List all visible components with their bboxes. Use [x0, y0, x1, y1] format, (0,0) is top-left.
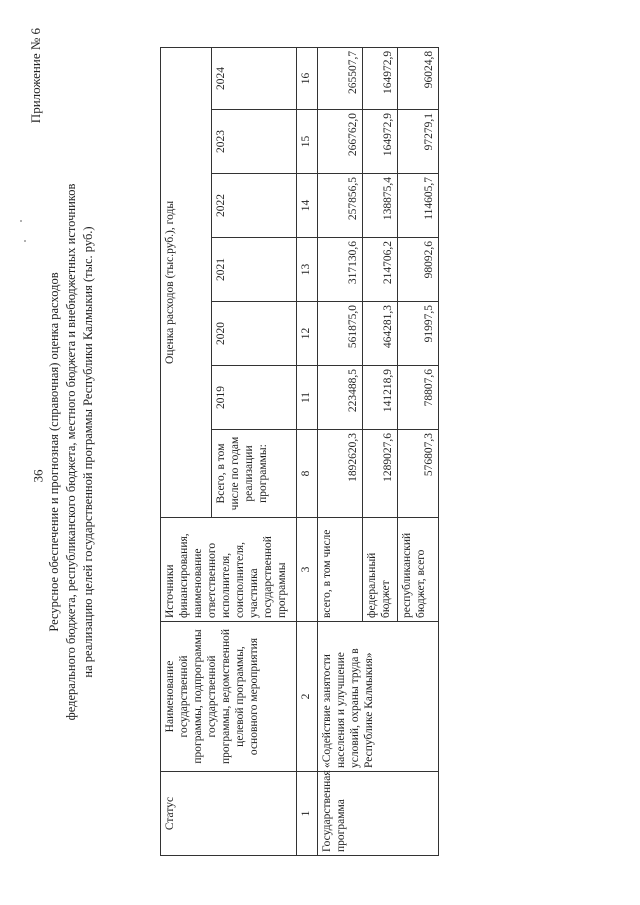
appendix-label: Приложение № 6 [28, 28, 43, 124]
header-year-2021: 2021 [212, 238, 297, 302]
row-source: республиканский бюджет, всего [398, 518, 439, 622]
row-value: 96024,8 [398, 47, 439, 109]
title-line-1: Ресурсное обеспечение и прогнозная (справочная) оценка расходов [47, 272, 61, 632]
row-value: 164972,9 [363, 47, 398, 109]
rotated-page-content [20, 12, 620, 892]
row-value: 265507,7 [318, 47, 363, 109]
header-year-2020: 2020 [212, 302, 297, 366]
row-value: 214706,2 [363, 238, 398, 302]
index-cell: 2 [297, 622, 318, 772]
header-status: Статус [161, 772, 297, 856]
column-index-row [297, 47, 318, 855]
header-estimate: Оценка расходов (тыс.руб.), годы [161, 47, 212, 517]
table-row [318, 47, 363, 855]
document-title [46, 162, 97, 742]
row-value: 164972,9 [363, 110, 398, 174]
index-cell: 16 [297, 47, 318, 109]
index-cell: 14 [297, 174, 318, 238]
row-value: 561875,0 [318, 302, 363, 366]
row-program-name: «Содействие занятости населения и улучшение условий, охраны труда в Республике Калмыкия» [318, 622, 439, 772]
header-source: Источники финансирования, наименование ответственного исполнителя, соисполнителя, участника государственной программы [161, 518, 297, 622]
row-status: Государственная программа [318, 772, 439, 856]
header-total: Всего, в том числе по годам реализации программы: [212, 430, 297, 518]
index-cell: 13 [297, 238, 318, 302]
expenditure-table [160, 47, 439, 856]
header-year-2023: 2023 [212, 110, 297, 174]
row-value: 317130,6 [318, 238, 363, 302]
scan-speck [24, 240, 26, 242]
row-value: 464281,3 [363, 302, 398, 366]
page-number: 36 [30, 469, 46, 483]
header-name: Наименование государственной программы, подпрограммы государственной программы, ведомственной целевой программы, основного мероприятия [161, 622, 297, 772]
row-source: федеральный бюджет [363, 518, 398, 622]
index-cell: 15 [297, 110, 318, 174]
row-value: 114605,7 [398, 174, 439, 238]
row-value: 257856,5 [318, 174, 363, 238]
row-total: 1289027,6 [363, 430, 398, 518]
row-value: 266762,0 [318, 110, 363, 174]
header-year-2022: 2022 [212, 174, 297, 238]
header-year-2019: 2019 [212, 366, 297, 430]
index-cell: 3 [297, 518, 318, 622]
index-cell: 1 [297, 772, 318, 856]
index-cell: 12 [297, 302, 318, 366]
row-value: 78807,6 [398, 366, 439, 430]
row-value: 138875,4 [363, 174, 398, 238]
scan-speck [20, 220, 22, 222]
title-line-3: на реализацию целей государственной программы Республики Калмыкия (тыс. руб.) [81, 226, 95, 678]
row-value: 98092,6 [398, 238, 439, 302]
row-total: 576807,3 [398, 430, 439, 518]
row-total: 1892620,3 [318, 430, 363, 518]
index-cell: 11 [297, 366, 318, 430]
row-value: 141218,9 [363, 366, 398, 430]
row-value: 97279,1 [398, 110, 439, 174]
row-value: 223488,5 [318, 366, 363, 430]
row-source: всего, в том числе [318, 518, 363, 622]
row-value: 91997,5 [398, 302, 439, 366]
header-year-2024: 2024 [212, 47, 297, 109]
index-cell: 8 [297, 430, 318, 518]
title-line-2: федерального бюджета, республиканского бюджета, местного бюджета и внебюджетных источников [64, 183, 78, 721]
